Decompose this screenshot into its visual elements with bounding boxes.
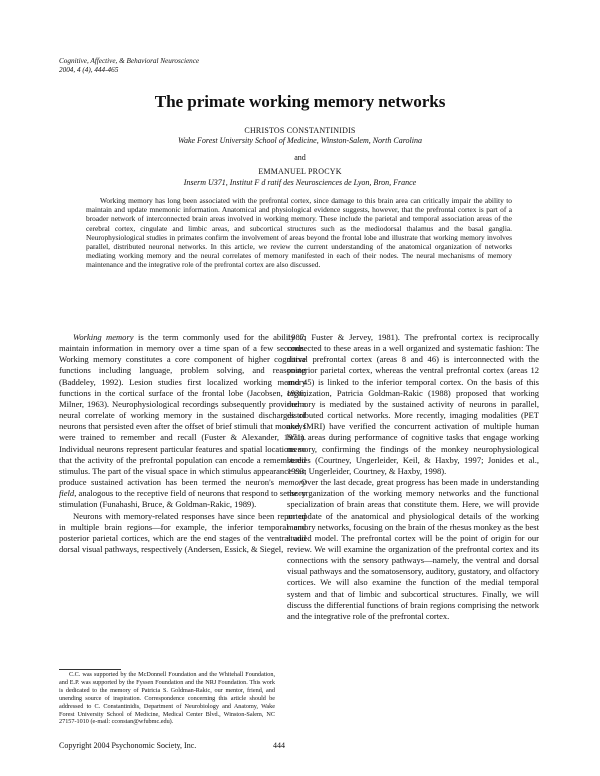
- footnote: C.C. was supported by the McDonnell Foundation and the Whitehall Foundation, and E.P. was supported by the Fyssen Foundation and the NRJ Foundation. This work is dedicated to the memory of Patricia S. Goldman-Rakic, our mentor, friend, and unending source of inspiration. Correspondence concerning this article should be addressed to C. Constantinidis, Department of Neurobiology and Anatomy, Wake Forest University School of Medicine, Medical Center Blvd., Winston-Salem, NC 27157-1010 (e-mail: cconstan@wfubmc.edu).: [59, 671, 275, 726]
- author-2-name: EMMANUEL PROCYK: [258, 167, 342, 177]
- body-paragraph: Over the last decade, great progress has been made in understanding the organization of the working memory networks and the functional specialization of brain areas that constitute them. Here, we will provide an update of the anatomical and physiological details of the working memory networks, focusing on the brain of the rhesus monkey as the best studied model. The prefrontal cortex will be the point of origin for our review. We will examine the organization of the prefrontal cortex and its connections with the sensory pathways—namely, the ventral and dorsal visual pathways and the somatosensory, auditory, gustatory, and olfactory cortices. We will also examine the function of the medial temporal system and that of limbic and subcortical structures. Finally, we will discuss the differential functions of brain regions comprising the network and the integrative role of the prefrontal cortex.: [287, 477, 539, 621]
- article-title: The primate working memory networks: [154, 92, 446, 111]
- body-paragraph: 1987; Fuster & Jervey, 1981). The prefrontal cortex is reciprocally connected to these areas in a well organized and systematic fashion: The dorsal prefrontal cortex (areas 8 and 46) is interconnected with the posterior parietal cortex, whereas the ventral prefrontal cortex (areas 12 and 45) is linked to the inferior temporal cortex. On the basis of this organization, Patricia Goldman-Rakic (1988) proposed that working memory is mediated by the sustained activity of neurons in parallel, distributed cortical networks. More recently, imaging modalities (PET and fMRI) have verified the concurrent activation of multiple human brain areas during performance of cognitive tasks that engage working memory, confirming the findings of the monkey neurophysiological studies (Courtney, Ungerleider, Keil, & Haxby, 1997; Jonides et al., 1993; Ungerleider, Courtney, & Haxby, 1998).: [287, 332, 539, 476]
- copyright: Copyright 2004 Psychonomic Society, Inc.: [59, 741, 197, 750]
- author-1-affiliation: Wake Forest University School of Medicine, Winston-Salem, North Carolina: [178, 136, 422, 146]
- author-2-affiliation: Inserm U371, Institut F d ratif des Neurosciences de Lyon, Bron, France: [183, 177, 417, 187]
- abstract: Working memory has long been associated with the prefrontal cortex, since damage to this brain area can critically impair the ability to maintain and update mnemonic information. Anatomical and physiological evidence suggests, however, that the prefrontal cortex is part of a broader network of interconnected brain areas involved in working memory. These include the parietal and temporal association areas of the cerebral cortex, cingulate and limbic areas, and subcortical structures such as the mediodorsal thalamus and the basal ganglia. Neurophysiological studies in primates confirm the involvement of areas beyond the frontal lobe and illustrate that working memory involves parallel, distributed neuronal networks. In this article, we review the current understanding of the anatomical organization of networks mediating working memory and the neural correlates of memory manifested in each of their nodes. The neural mechanisms of memory maintenance and the integrative role of the prefrontal cortex are also discussed.: [86, 196, 512, 270]
- body-paragraph: [59, 332, 306, 511]
- journal-name: Cognitive, Affective, & Behavioral Neuroscience: [59, 57, 200, 65]
- journal-volume: 2004, 4 (4), 444-465: [59, 66, 119, 74]
- term-working-memory: Working memory: [73, 332, 134, 342]
- body-text: , analogous to the receptive field of neurons that respond to sensory stimulation (Funahashi, Bruce, & Goldman-Rakic, 1989).: [59, 488, 306, 510]
- author-conjunction: and: [294, 152, 306, 162]
- footnote-divider: [59, 669, 121, 670]
- body-column-right: [287, 332, 539, 622]
- body-text: is the term commonly used for the ability to maintain information in memory over a time span of a few seconds. Working memory constitutes a core component of higher cognitive functions including language, problem solving, and reasoning (Baddeley, 1992). Lesion studies first localized working memory functions in the cortical surface of the frontal lobe (Jacobsen, 1936; Milner, 1963). Neurophysiological recordings subsequently provided a neural correlate of working memory in the sustained discharges of neurons that persisted even after the offset of brief stimuli that monkeys were trained to remember and recall (Fuster & Alexander, 1971). Individual neurons represent particular features and spatial locations so that the activity of the prefrontal population can encode a remembered stimulus. The part of the visual space in which stimulus appearance can produce sustained activation has been termed the neuron's: [59, 332, 306, 488]
- body-paragraph: Neurons with memory-related responses have since been reported in multiple brain regions—for example, the inferior temporal and posterior parietal cortices, which are the end stages of the ventral and dorsal visual pathways, respectively (Andersen, Essick, & Siegel,: [59, 510, 306, 554]
- page-number: 444: [273, 741, 285, 750]
- body-column-left: [59, 332, 306, 555]
- journal-citation: [59, 57, 199, 75]
- term-memory-field: memory field: [59, 477, 306, 499]
- author-1-name: CHRISTOS CONSTANTINIDIS: [244, 126, 356, 135]
- author-block: [0, 126, 600, 188]
